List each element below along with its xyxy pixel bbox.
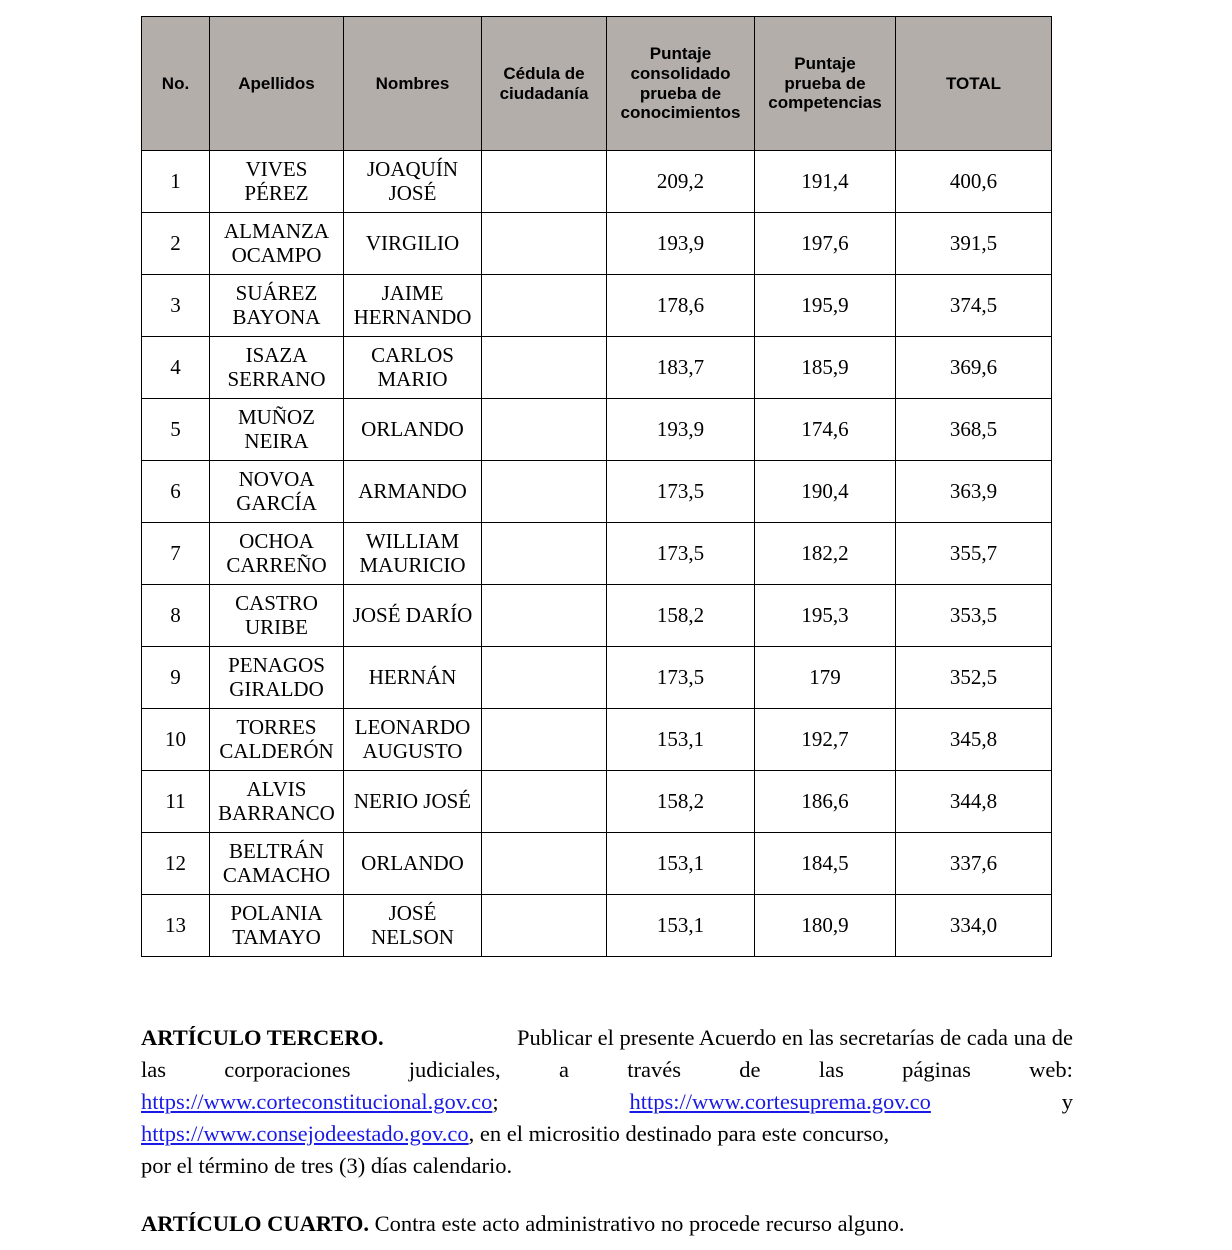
column-header-puntaje-competencias-line3: competencias — [768, 93, 882, 113]
table-row — [142, 709, 1052, 771]
cell-nombres: JAIME HERNANDO — [344, 275, 482, 337]
articulo-tercero-w8: web: — [1029, 1056, 1073, 1082]
cell-no: 13 — [142, 895, 210, 957]
cell-puntaje-competencias: 174,6 — [755, 399, 896, 461]
table-body — [142, 151, 1052, 957]
cell-total: 355,7 — [896, 523, 1052, 585]
cell-apellidos: POLANIA TAMAYO — [210, 895, 344, 957]
table-row — [142, 275, 1052, 337]
cell-no: 5 — [142, 399, 210, 461]
cell-no: 12 — [142, 833, 210, 895]
document-body-text — [141, 1022, 1073, 1240]
cell-total: 391,5 — [896, 213, 1052, 275]
cell-nombres: ARMANDO — [344, 461, 482, 523]
cell-cedula — [482, 461, 607, 523]
cell-puntaje-conocimientos: 158,2 — [607, 771, 755, 833]
table-header-row — [142, 17, 1052, 151]
articulo-tercero-line1-rest: Publicar el presente Acuerdo en las secretarías de cada una de — [517, 1025, 1073, 1050]
column-header-cedula-line1: Cédula de — [503, 63, 585, 83]
cell-cedula — [482, 585, 607, 647]
cell-nombres: JOSÉ NELSON — [344, 895, 482, 957]
cell-total: 363,9 — [896, 461, 1052, 523]
cell-puntaje-competencias: 180,9 — [755, 895, 896, 957]
cell-puntaje-conocimientos: 153,1 — [607, 709, 755, 771]
cell-no: 4 — [142, 337, 210, 399]
cell-nombres: JOAQUÍN JOSÉ — [344, 151, 482, 213]
table-row — [142, 461, 1052, 523]
cell-cedula — [482, 895, 607, 957]
articulo-tercero-w3: a — [558, 1056, 569, 1082]
cell-nombres: JOSÉ DARÍO — [344, 585, 482, 647]
cell-cedula — [482, 337, 607, 399]
cell-no: 11 — [142, 771, 210, 833]
column-header-cedula — [482, 17, 607, 151]
column-header-puntaje-conocimientos-line1: Puntaje — [649, 44, 712, 64]
cell-no: 1 — [142, 151, 210, 213]
link-cortesuprema[interactable]: https://www.cortesuprema.gov.co — [629, 1088, 931, 1114]
cell-apellidos: TORRES CALDERÓN — [210, 709, 344, 771]
cell-puntaje-conocimientos: 209,2 — [607, 151, 755, 213]
cell-puntaje-competencias: 179 — [755, 647, 896, 709]
cell-nombres: WILLIAM MAURICIO — [344, 523, 482, 585]
cell-no: 2 — [142, 213, 210, 275]
articulo-tercero-line5: por el término de tres (3) días calendario. — [141, 1152, 513, 1178]
cell-nombres: VIRGILIO — [344, 213, 482, 275]
articulo-tercero-w5: de — [739, 1056, 761, 1082]
cell-total: 368,5 — [896, 399, 1052, 461]
conjunction-y: y — [1061, 1088, 1073, 1114]
link-corteconstitucional[interactable]: https://www.corteconstitucional.gov.co — [141, 1088, 493, 1114]
cell-puntaje-competencias: 185,9 — [755, 337, 896, 399]
table-header — [142, 17, 1052, 151]
cell-nombres: ORLANDO — [344, 399, 482, 461]
cell-total: 369,6 — [896, 337, 1052, 399]
results-table — [141, 16, 1052, 957]
cell-cedula — [482, 647, 607, 709]
articulo-tercero-label: ARTÍCULO TERCERO. — [141, 1025, 384, 1050]
table-row — [142, 213, 1052, 275]
cell-apellidos: NOVOA GARCÍA — [210, 461, 344, 523]
cell-no: 10 — [142, 709, 210, 771]
cell-puntaje-competencias: 190,4 — [755, 461, 896, 523]
cell-total: 352,5 — [896, 647, 1052, 709]
articulo-tercero-line2 — [141, 1054, 1073, 1086]
column-header-cedula-line2: ciudadanía — [499, 83, 589, 103]
articulo-tercero-w6: las — [818, 1056, 844, 1082]
cell-nombres: ORLANDO — [344, 833, 482, 895]
cell-cedula — [482, 151, 607, 213]
cell-puntaje-competencias: 195,9 — [755, 275, 896, 337]
cell-total: 334,0 — [896, 895, 1052, 957]
cell-apellidos: BELTRÁN CAMACHO — [210, 833, 344, 895]
cell-total: 345,8 — [896, 709, 1052, 771]
cell-puntaje-conocimientos: 183,7 — [607, 337, 755, 399]
column-header-nombres: Nombres — [344, 17, 482, 151]
articulo-cuarto-text: Contra este acto administrativo no procede recurso alguno. — [374, 1210, 905, 1236]
table-row — [142, 833, 1052, 895]
articulo-tercero-line1 — [141, 1022, 1073, 1054]
link-group-1 — [141, 1086, 499, 1118]
cell-apellidos: MUÑOZ NEIRA — [210, 399, 344, 461]
articulo-cuarto-paragraph — [141, 1208, 1073, 1240]
column-header-puntaje-conocimientos-line3: prueba de — [639, 83, 722, 103]
cell-cedula — [482, 399, 607, 461]
cell-nombres: CARLOS MARIO — [344, 337, 482, 399]
cell-no: 3 — [142, 275, 210, 337]
column-header-no: No. — [142, 17, 210, 151]
cell-puntaje-conocimientos: 193,9 — [607, 213, 755, 275]
table-row — [142, 337, 1052, 399]
cell-puntaje-conocimientos: 158,2 — [607, 585, 755, 647]
articulo-tercero-line4 — [141, 1118, 1073, 1150]
column-header-puntaje-conocimientos-line2: consolidado — [630, 63, 731, 83]
column-header-puntaje-conocimientos — [607, 17, 755, 151]
cell-puntaje-competencias: 197,6 — [755, 213, 896, 275]
table-row — [142, 523, 1052, 585]
cell-nombres: LEONARDO AUGUSTO — [344, 709, 482, 771]
cell-apellidos: VIVES PÉREZ — [210, 151, 344, 213]
cell-cedula — [482, 213, 607, 275]
cell-puntaje-competencias: 182,2 — [755, 523, 896, 585]
cell-apellidos: OCHOA CARREÑO — [210, 523, 344, 585]
table-row — [142, 771, 1052, 833]
cell-apellidos: ISAZA SERRANO — [210, 337, 344, 399]
cell-total: 353,5 — [896, 585, 1052, 647]
cell-puntaje-competencias: 191,4 — [755, 151, 896, 213]
cell-puntaje-conocimientos: 173,5 — [607, 523, 755, 585]
cell-puntaje-conocimientos: 193,9 — [607, 399, 755, 461]
articulo-tercero-w2: judiciales, — [408, 1056, 501, 1082]
cell-total: 337,6 — [896, 833, 1052, 895]
cell-apellidos: PENAGOS GIRALDO — [210, 647, 344, 709]
column-header-puntaje-competencias — [755, 17, 896, 151]
cell-no: 8 — [142, 585, 210, 647]
cell-no: 7 — [142, 523, 210, 585]
cell-no: 9 — [142, 647, 210, 709]
cell-total: 400,6 — [896, 151, 1052, 213]
cell-nombres: NERIO JOSÉ — [344, 771, 482, 833]
table-row — [142, 399, 1052, 461]
cell-puntaje-conocimientos: 173,5 — [607, 647, 755, 709]
cell-puntaje-conocimientos: 153,1 — [607, 895, 755, 957]
column-header-puntaje-conocimientos-line4: conocimientos — [620, 103, 741, 123]
articulo-tercero-w4: través — [627, 1056, 681, 1082]
cell-apellidos: ALVIS BARRANCO — [210, 771, 344, 833]
articulo-tercero-line3 — [141, 1086, 1073, 1118]
cell-puntaje-competencias: 184,5 — [755, 833, 896, 895]
cell-puntaje-conocimientos: 173,5 — [607, 461, 755, 523]
cell-cedula — [482, 833, 607, 895]
cell-nombres: HERNÁN — [344, 647, 482, 709]
cell-apellidos: ALMANZA OCAMPO — [210, 213, 344, 275]
table-row — [142, 151, 1052, 213]
cell-cedula — [482, 709, 607, 771]
cell-cedula — [482, 275, 607, 337]
cell-total: 374,5 — [896, 275, 1052, 337]
articulo-cuarto-label: ARTÍCULO CUARTO. — [141, 1210, 370, 1236]
cell-puntaje-competencias: 186,6 — [755, 771, 896, 833]
articulo-tercero-w1: corporaciones — [224, 1056, 351, 1082]
cell-puntaje-competencias: 195,3 — [755, 585, 896, 647]
articulo-tercero-paragraph — [141, 1022, 1073, 1182]
cell-cedula — [482, 771, 607, 833]
cell-no: 6 — [142, 461, 210, 523]
column-header-puntaje-competencias-line1: Puntaje — [794, 54, 856, 74]
column-header-puntaje-competencias-line2: prueba de — [784, 73, 866, 93]
cell-puntaje-conocimientos: 178,6 — [607, 275, 755, 337]
table-row — [142, 585, 1052, 647]
after-link3: , en el micrositio destinado para este concurso, — [468, 1120, 890, 1146]
link-consejodeestado[interactable]: https://www.consejodeestado.gov.co — [141, 1120, 469, 1146]
after-link1: ; — [492, 1088, 499, 1114]
cell-puntaje-conocimientos: 153,1 — [607, 833, 755, 895]
articulo-tercero-w7: páginas — [902, 1056, 971, 1082]
column-header-apellidos: Apellidos — [210, 17, 344, 151]
cell-apellidos: CASTRO URIBE — [210, 585, 344, 647]
table-row — [142, 895, 1052, 957]
cell-puntaje-competencias: 192,7 — [755, 709, 896, 771]
cell-cedula — [482, 523, 607, 585]
column-header-total: TOTAL — [896, 17, 1052, 151]
results-table-container — [141, 16, 1051, 957]
articulo-tercero-w0: las — [141, 1056, 166, 1082]
cell-apellidos: SUÁREZ BAYONA — [210, 275, 344, 337]
cell-total: 344,8 — [896, 771, 1052, 833]
table-row — [142, 647, 1052, 709]
